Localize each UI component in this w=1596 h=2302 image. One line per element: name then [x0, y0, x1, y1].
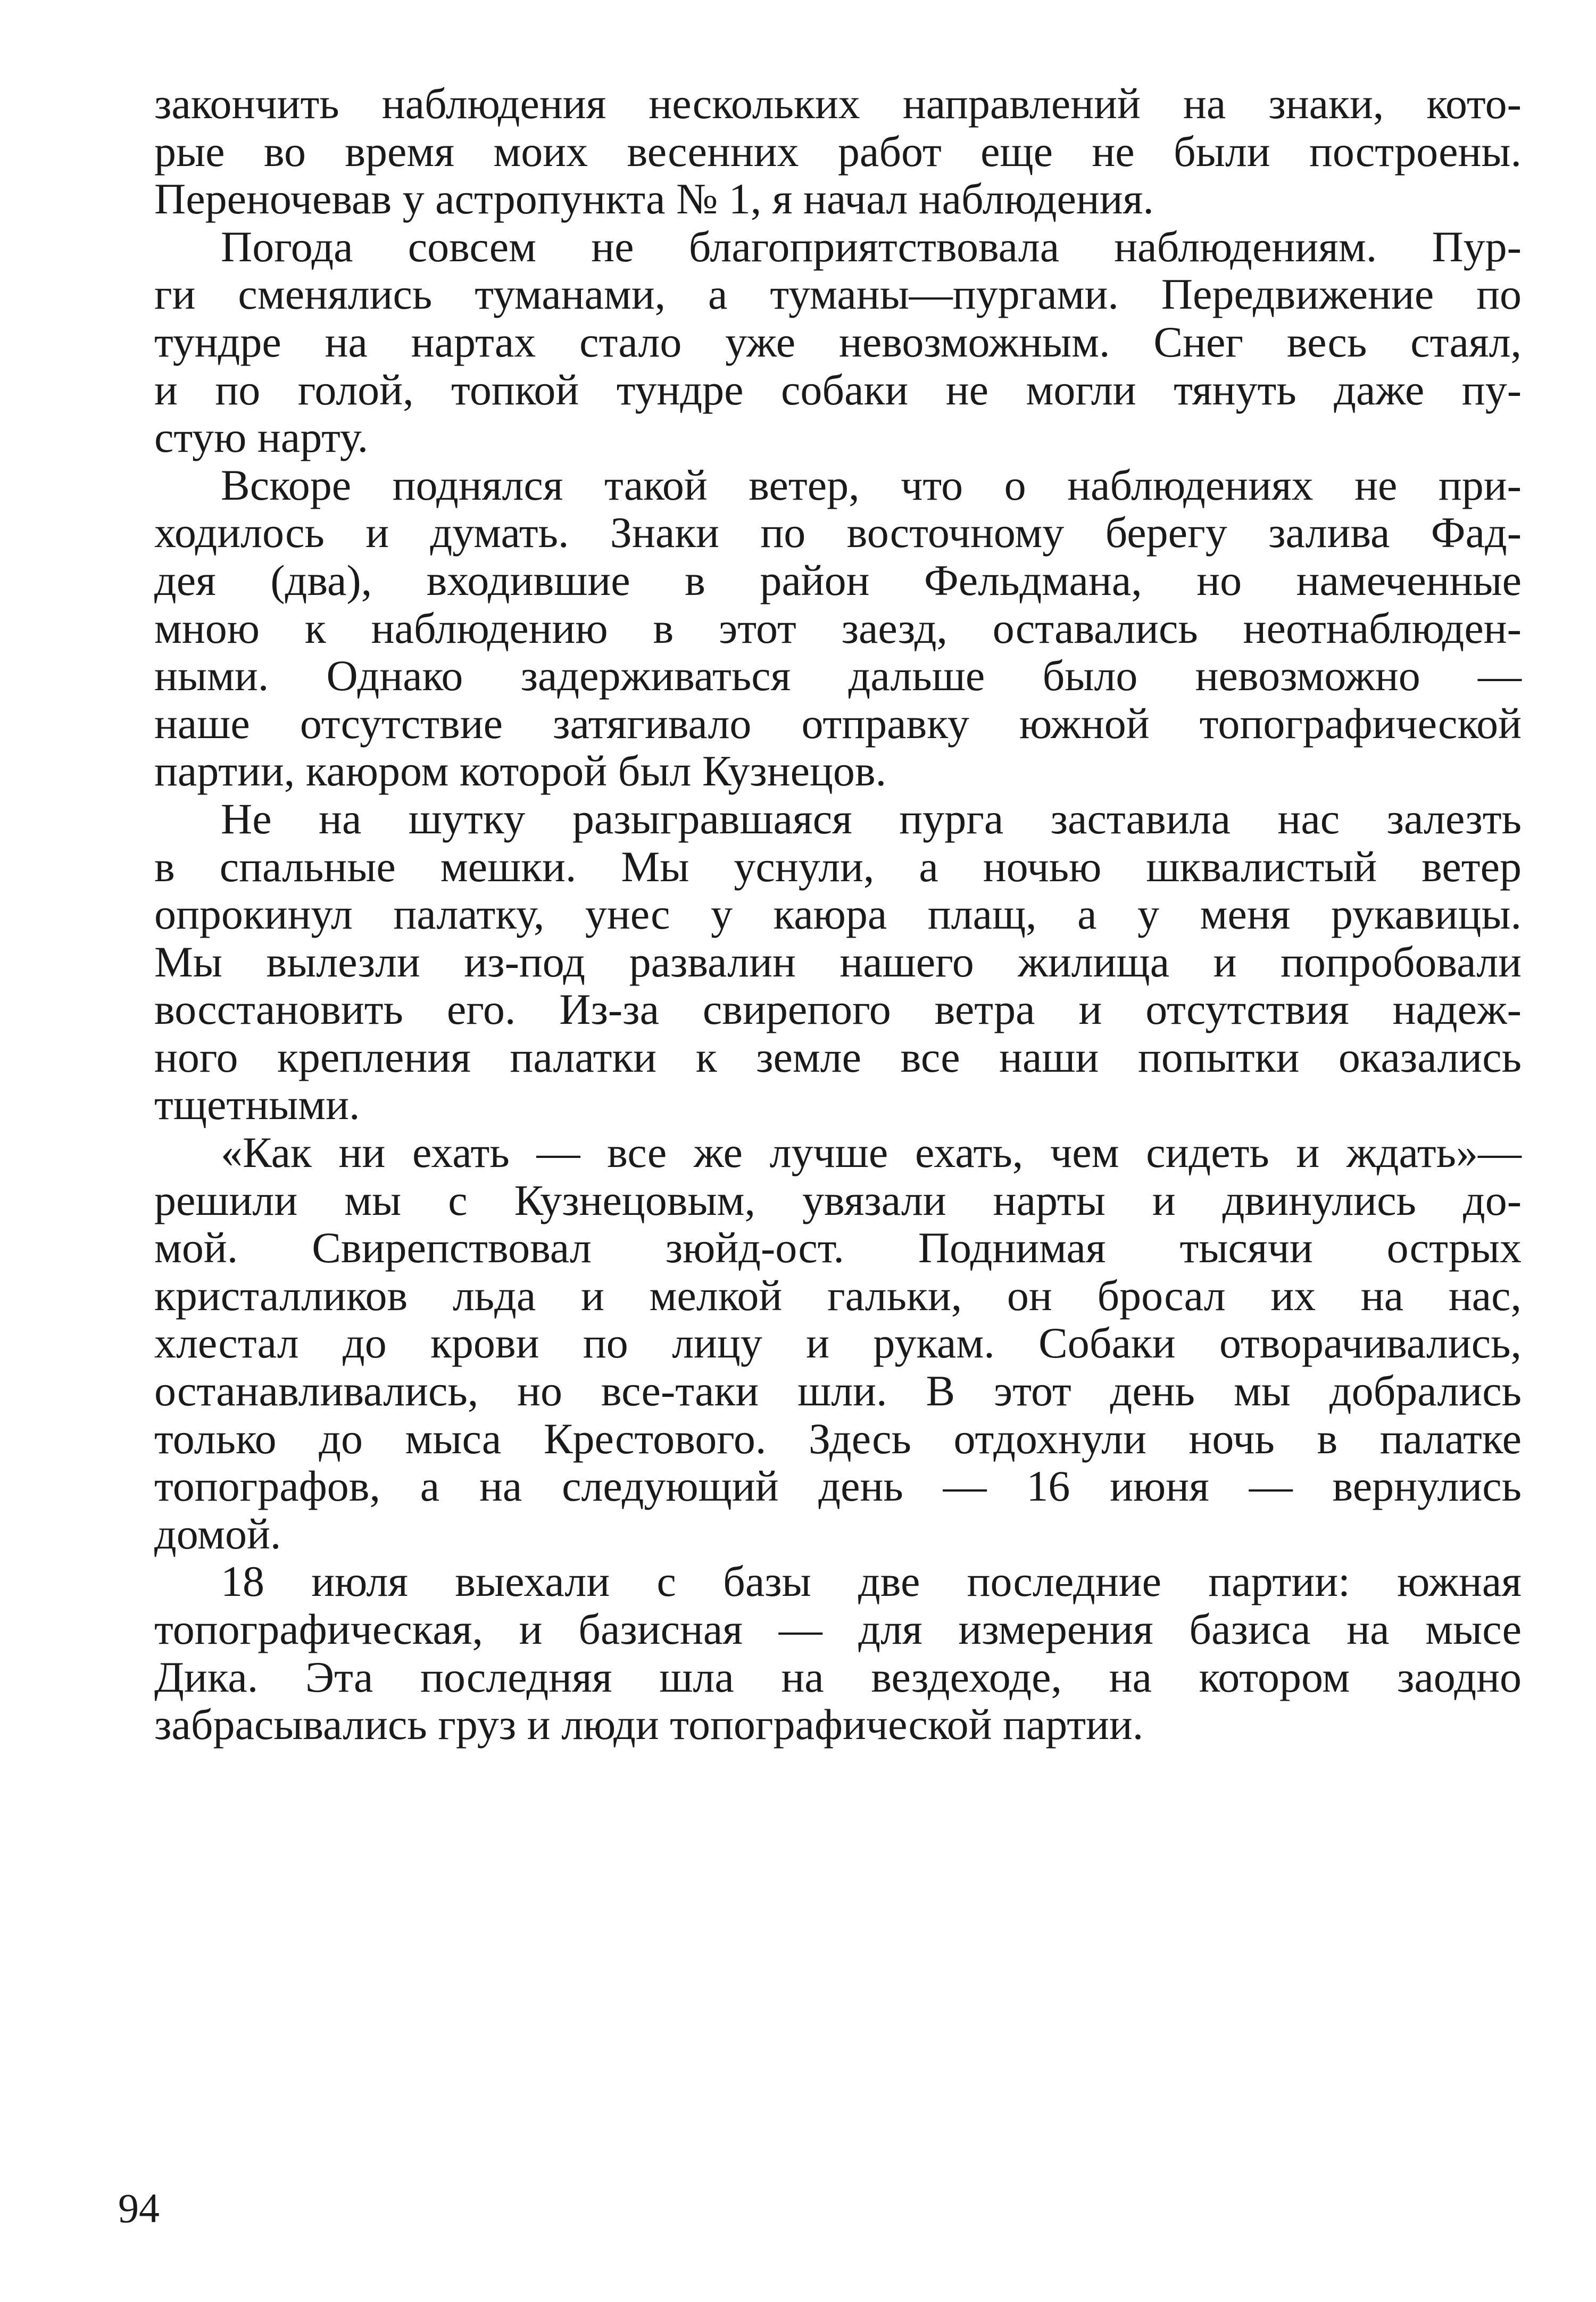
page-body-text: [154, 80, 1522, 1749]
text-line: наше отсутствие затягивало отправку южной топографической: [154, 699, 1522, 748]
paragraph: [154, 461, 1522, 795]
text-line: закончить наблюдения нескольких направлений на знаки, кото-: [154, 79, 1522, 128]
text-line: «Как ни ехать — все же лучше ехать, чем сидеть и ждать»—: [221, 1128, 1522, 1177]
paragraph: [154, 1558, 1522, 1748]
text-line: кристалликов льда и мелкой гальки, он бросал их на нас,: [154, 1271, 1522, 1320]
text-line: партии, каюром которой был Кузнецов.: [154, 747, 887, 796]
text-line: ными. Однако задерживаться дальше было невозможно —: [154, 651, 1522, 700]
text-line: мой. Свирепствовал зюйд-ост. Поднимая тысячи острых: [154, 1223, 1522, 1272]
text-line: стую нарту.: [154, 413, 369, 462]
text-line: ходилось и думать. Знаки по восточному берегу залива Фад-: [154, 508, 1522, 557]
text-line: останавливались, но все-таки шли. В этот день мы добрались: [154, 1367, 1522, 1415]
text-line: мною к наблюдению в этот заезд, оставались неотнаблюден-: [154, 603, 1522, 652]
text-line: ги сменялись туманами, а туманы—пургами. Передвижение по: [154, 270, 1522, 319]
text-line: дея (два), входившие в район Фельдмана, но намеченные: [154, 556, 1522, 605]
text-line: домой.: [154, 1509, 281, 1558]
text-line: только до мыса Крестового. Здесь отдохнули ночь в палатке: [154, 1414, 1522, 1463]
text-line: топографов, а на следующий день — 16 июня — вернулись: [154, 1462, 1522, 1511]
paragraph: [154, 223, 1522, 461]
text-line: и по голой, топкой тундре собаки не могли тянуть даже пу-: [154, 365, 1522, 414]
text-line: 18 июля выехали с базы две последние партии: южная: [221, 1557, 1522, 1606]
text-line: топографическая, и базисная — для измерения базиса на мысе: [154, 1605, 1522, 1653]
text-line: в спальные мешки. Мы уснули, а ночью шквалистый ветер: [154, 842, 1522, 891]
text-line: Мы вылезли из-под развалин нашего жилища и попробовали: [154, 937, 1522, 986]
paragraph: [154, 1129, 1522, 1558]
text-line: рые во время моих весенних работ еще не были построены.: [154, 127, 1522, 176]
paragraph: [154, 80, 1522, 223]
text-line: Погода совсем не благоприятствовала наблюдениям. Пур-: [221, 222, 1522, 271]
text-line: восстановить его. Из-за свирепого ветра и отсутствия надеж-: [154, 985, 1522, 1034]
text-line: Не на шутку разыгравшаяся пурга заставила нас залезть: [221, 794, 1522, 843]
text-line: ного крепления палатки к земле все наши попытки оказались: [154, 1032, 1522, 1081]
text-line: забрасывались груз и люди топографической партии.: [154, 1700, 1144, 1749]
text-line: хлестал до крови по лицу и рукам. Собаки отворачивались,: [154, 1319, 1522, 1368]
text-line: тундре на нартах стало уже невозможным. Снег весь стаял,: [154, 317, 1522, 366]
page-number: 94: [118, 2185, 160, 2231]
text-line: Вскоре поднялся такой ветер, что о наблюдениях не при-: [221, 460, 1522, 509]
paragraph: [154, 795, 1522, 1129]
text-line: тщетными.: [154, 1080, 360, 1129]
text-line: решили мы с Кузнецовым, увязали нарты и двинулись до-: [154, 1175, 1522, 1224]
text-line: Переночевав у астропункта № 1, я начал наблюдения.: [154, 175, 1154, 223]
text-line: опрокинул палатку, унес у каюра плащ, а у меня рукавицы.: [154, 890, 1522, 939]
text-line: Дика. Эта последняя шла на вездеходе, на котором заодно: [154, 1652, 1522, 1701]
